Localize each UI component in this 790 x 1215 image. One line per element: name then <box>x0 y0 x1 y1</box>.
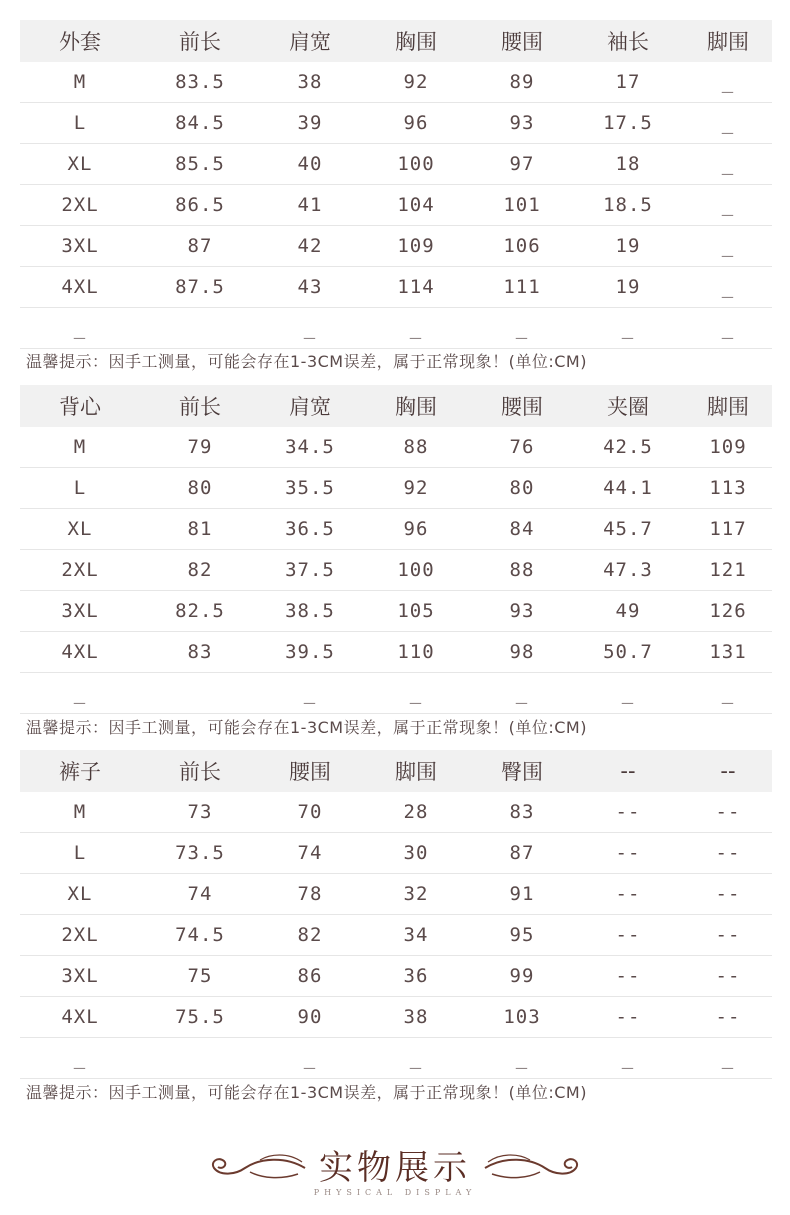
table-cell: -- <box>615 924 641 946</box>
table-cell: _ <box>303 317 317 339</box>
header-cell: 肩宽 <box>289 30 331 54</box>
table-cell: 131 <box>709 641 747 663</box>
measurement-note: 温馨提示：因手工测量，可能会存在1-3CM误差，属于正常现象！(单位:CM) <box>26 718 587 737</box>
table-cell: 45.7 <box>603 518 653 540</box>
table-cell: 90 <box>297 1006 323 1028</box>
table-cell: _ <box>515 1047 529 1069</box>
table-cell: _ <box>73 1047 87 1069</box>
table-cell: 82 <box>187 559 213 581</box>
table-cell: 126 <box>709 600 747 622</box>
table-cell: 44.1 <box>603 477 653 499</box>
table-cell: 96 <box>403 112 429 134</box>
table-cell: 28 <box>403 801 429 823</box>
table-cell: 110 <box>397 641 435 663</box>
table-cell: 87.5 <box>175 276 225 298</box>
table-cell: _ <box>721 276 735 298</box>
table-cell: _ <box>409 682 423 704</box>
table-cell: 75 <box>187 965 213 987</box>
table-cell: 78 <box>297 883 323 905</box>
table-cell: 89 <box>509 71 535 93</box>
table-cell: 117 <box>709 518 747 540</box>
table-cell: 41 <box>297 194 323 216</box>
table-cell: 42 <box>297 235 323 257</box>
header-cell: 脚围 <box>707 30 749 54</box>
table-cell: _ <box>621 682 635 704</box>
table-cell: 2XL <box>61 194 99 216</box>
table-cell: -- <box>615 1006 641 1028</box>
table-cell: -- <box>615 842 641 864</box>
table-cell: 4XL <box>61 276 99 298</box>
table-cell: 70 <box>297 801 323 823</box>
header-cell: 胸围 <box>395 395 437 419</box>
table-cell: 47.3 <box>603 559 653 581</box>
header-cell: 夹圈 <box>607 395 649 419</box>
table-cell: _ <box>721 1047 735 1069</box>
table-cell: 18.5 <box>603 194 653 216</box>
table-cell: -- <box>615 883 641 905</box>
header-cell: 脚围 <box>707 395 749 419</box>
table-cell: 36 <box>403 965 429 987</box>
table-cell: M <box>73 801 87 823</box>
table-cell: _ <box>515 317 529 339</box>
table-cell: 74 <box>297 842 323 864</box>
table-row <box>20 427 772 468</box>
size-table-2 <box>20 385 772 714</box>
table-cell: 50.7 <box>603 641 653 663</box>
table-cell: -- <box>715 965 741 987</box>
right-ornament-icon <box>480 1148 590 1188</box>
table-cell: 111 <box>503 276 541 298</box>
table-cell: L <box>73 842 87 864</box>
footer-subtitle: PHYSICAL DISPLAY <box>313 1188 477 1197</box>
table-cell: M <box>73 71 87 93</box>
table-cell: _ <box>721 235 735 257</box>
table-cell: 109 <box>709 436 747 458</box>
table-cell: 18 <box>615 153 641 175</box>
table-cell: 3XL <box>61 965 99 987</box>
table-cell: M <box>73 436 87 458</box>
table-cell: 82 <box>297 924 323 946</box>
table-cell: 93 <box>509 112 535 134</box>
table-cell: _ <box>303 1047 317 1069</box>
table-cell: 88 <box>403 436 429 458</box>
table-cell: 19 <box>615 276 641 298</box>
table-row <box>20 632 772 673</box>
table-cell: 80 <box>187 477 213 499</box>
table-cell: -- <box>615 801 641 823</box>
table-cell: 73 <box>187 801 213 823</box>
header-cell: -- <box>620 759 636 783</box>
table-cell: _ <box>409 1047 423 1069</box>
table-cell: -- <box>715 801 741 823</box>
header-cell: 脚围 <box>395 760 437 784</box>
size-table-3 <box>20 750 772 1079</box>
table-cell: _ <box>721 682 735 704</box>
table-cell: XL <box>67 518 93 540</box>
header-cell: 裤子 <box>59 760 101 784</box>
table-cell: 93 <box>509 600 535 622</box>
table-row <box>20 997 772 1038</box>
size-table-1 <box>20 20 772 349</box>
table-cell: 83.5 <box>175 71 225 93</box>
table-cell: 30 <box>403 842 429 864</box>
table-cell: 99 <box>509 965 535 987</box>
table-cell: 96 <box>403 518 429 540</box>
table-row <box>20 308 772 349</box>
table-cell: 87 <box>187 235 213 257</box>
table-cell: 39.5 <box>285 641 335 663</box>
table-cell: 95 <box>509 924 535 946</box>
footer-banner <box>0 1140 790 1210</box>
table-cell: 2XL <box>61 924 99 946</box>
table-cell: 87 <box>509 842 535 864</box>
header-cell: 前长 <box>179 760 221 784</box>
table-cell: _ <box>721 71 735 93</box>
table-cell: _ <box>409 317 423 339</box>
table-cell: _ <box>73 317 87 339</box>
table-cell: 80 <box>509 477 535 499</box>
table-row <box>20 468 772 509</box>
table-cell: 19 <box>615 235 641 257</box>
table-cell: _ <box>621 1047 635 1069</box>
table-cell: 74.5 <box>175 924 225 946</box>
header-cell: 前长 <box>179 30 221 54</box>
table-cell: _ <box>721 153 735 175</box>
header-cell: 臀围 <box>501 760 543 784</box>
table-cell: 92 <box>403 71 429 93</box>
table-cell: 86.5 <box>175 194 225 216</box>
table-cell: 100 <box>397 153 435 175</box>
table-header <box>20 20 772 62</box>
table-cell: 113 <box>709 477 747 499</box>
header-cell: -- <box>720 759 736 783</box>
table-cell: L <box>73 112 87 134</box>
table-cell: 101 <box>503 194 541 216</box>
table-cell: 40 <box>297 153 323 175</box>
header-cell: 腰围 <box>501 30 543 54</box>
table-cell: 104 <box>397 194 435 216</box>
table-cell: 84.5 <box>175 112 225 134</box>
table-cell: 83 <box>509 801 535 823</box>
table-cell: 98 <box>509 641 535 663</box>
table-row <box>20 673 772 714</box>
table-cell: 3XL <box>61 600 99 622</box>
table-cell: 38 <box>297 71 323 93</box>
table-row <box>20 144 772 185</box>
table-row <box>20 185 772 226</box>
table-cell: 36.5 <box>285 518 335 540</box>
header-cell: 背心 <box>59 395 101 419</box>
table-cell: 74 <box>187 883 213 905</box>
table-cell: 32 <box>403 883 429 905</box>
measurement-note: 温馨提示：因手工测量，可能会存在1-3CM误差，属于正常现象！(单位:CM) <box>26 352 587 371</box>
table-cell: -- <box>615 965 641 987</box>
table-cell: _ <box>303 682 317 704</box>
table-cell: 17.5 <box>603 112 653 134</box>
table-row <box>20 915 772 956</box>
table-cell: 49 <box>615 600 641 622</box>
table-cell: 2XL <box>61 559 99 581</box>
measurement-note: 温馨提示：因手工测量，可能会存在1-3CM误差，属于正常现象！(单位:CM) <box>26 1083 587 1102</box>
header-cell: 肩宽 <box>289 395 331 419</box>
table-row <box>20 1038 772 1079</box>
table-cell: XL <box>67 153 93 175</box>
table-cell: 97 <box>509 153 535 175</box>
table-cell: 84 <box>509 518 535 540</box>
header-cell: 腰围 <box>501 395 543 419</box>
table-row <box>20 226 772 267</box>
table-cell: 17 <box>615 71 641 93</box>
table-cell: 105 <box>397 600 435 622</box>
table-cell: 83 <box>187 641 213 663</box>
table-cell: 114 <box>397 276 435 298</box>
table-cell: 35.5 <box>285 477 335 499</box>
table-cell: 100 <box>397 559 435 581</box>
table-cell: 103 <box>503 1006 541 1028</box>
table-cell: 121 <box>709 559 747 581</box>
table-cell: -- <box>715 924 741 946</box>
table-row <box>20 103 772 144</box>
table-row <box>20 874 772 915</box>
table-row <box>20 62 772 103</box>
table-cell: 38 <box>403 1006 429 1028</box>
table-cell: -- <box>715 1006 741 1028</box>
table-cell: 86 <box>297 965 323 987</box>
table-cell: 85.5 <box>175 153 225 175</box>
table-row <box>20 267 772 308</box>
table-cell: _ <box>73 682 87 704</box>
table-cell: _ <box>721 194 735 216</box>
table-row <box>20 509 772 550</box>
table-cell: 109 <box>397 235 435 257</box>
header-cell: 前长 <box>179 395 221 419</box>
footer-title: 实物展示 <box>319 1148 471 1188</box>
table-cell: -- <box>715 842 741 864</box>
table-cell: 42.5 <box>603 436 653 458</box>
table-cell: 39 <box>297 112 323 134</box>
header-cell: 胸围 <box>395 30 437 54</box>
table-cell: _ <box>721 112 735 134</box>
table-row <box>20 956 772 997</box>
table-cell: 73.5 <box>175 842 225 864</box>
table-cell: -- <box>715 883 741 905</box>
table-cell: 34.5 <box>285 436 335 458</box>
table-cell: 37.5 <box>285 559 335 581</box>
table-cell: _ <box>721 317 735 339</box>
table-row <box>20 833 772 874</box>
table-cell: 34 <box>403 924 429 946</box>
table-cell: 75.5 <box>175 1006 225 1028</box>
table-header <box>20 750 772 792</box>
table-cell: 82.5 <box>175 600 225 622</box>
table-row <box>20 550 772 591</box>
table-cell: 4XL <box>61 641 99 663</box>
table-cell: 4XL <box>61 1006 99 1028</box>
header-cell: 袖长 <box>607 30 649 54</box>
table-row <box>20 591 772 632</box>
header-cell: 外套 <box>59 30 101 54</box>
table-cell: 76 <box>509 436 535 458</box>
table-cell: 92 <box>403 477 429 499</box>
table-cell: XL <box>67 883 93 905</box>
table-cell: 81 <box>187 518 213 540</box>
table-cell: 91 <box>509 883 535 905</box>
table-cell: _ <box>621 317 635 339</box>
table-cell: 106 <box>503 235 541 257</box>
table-cell: 43 <box>297 276 323 298</box>
table-cell: _ <box>515 682 529 704</box>
table-cell: 3XL <box>61 235 99 257</box>
header-cell: 腰围 <box>289 760 331 784</box>
table-cell: 79 <box>187 436 213 458</box>
table-cell: L <box>73 477 87 499</box>
table-cell: 38.5 <box>285 600 335 622</box>
table-cell: 88 <box>509 559 535 581</box>
table-header <box>20 385 772 427</box>
table-row <box>20 792 772 833</box>
